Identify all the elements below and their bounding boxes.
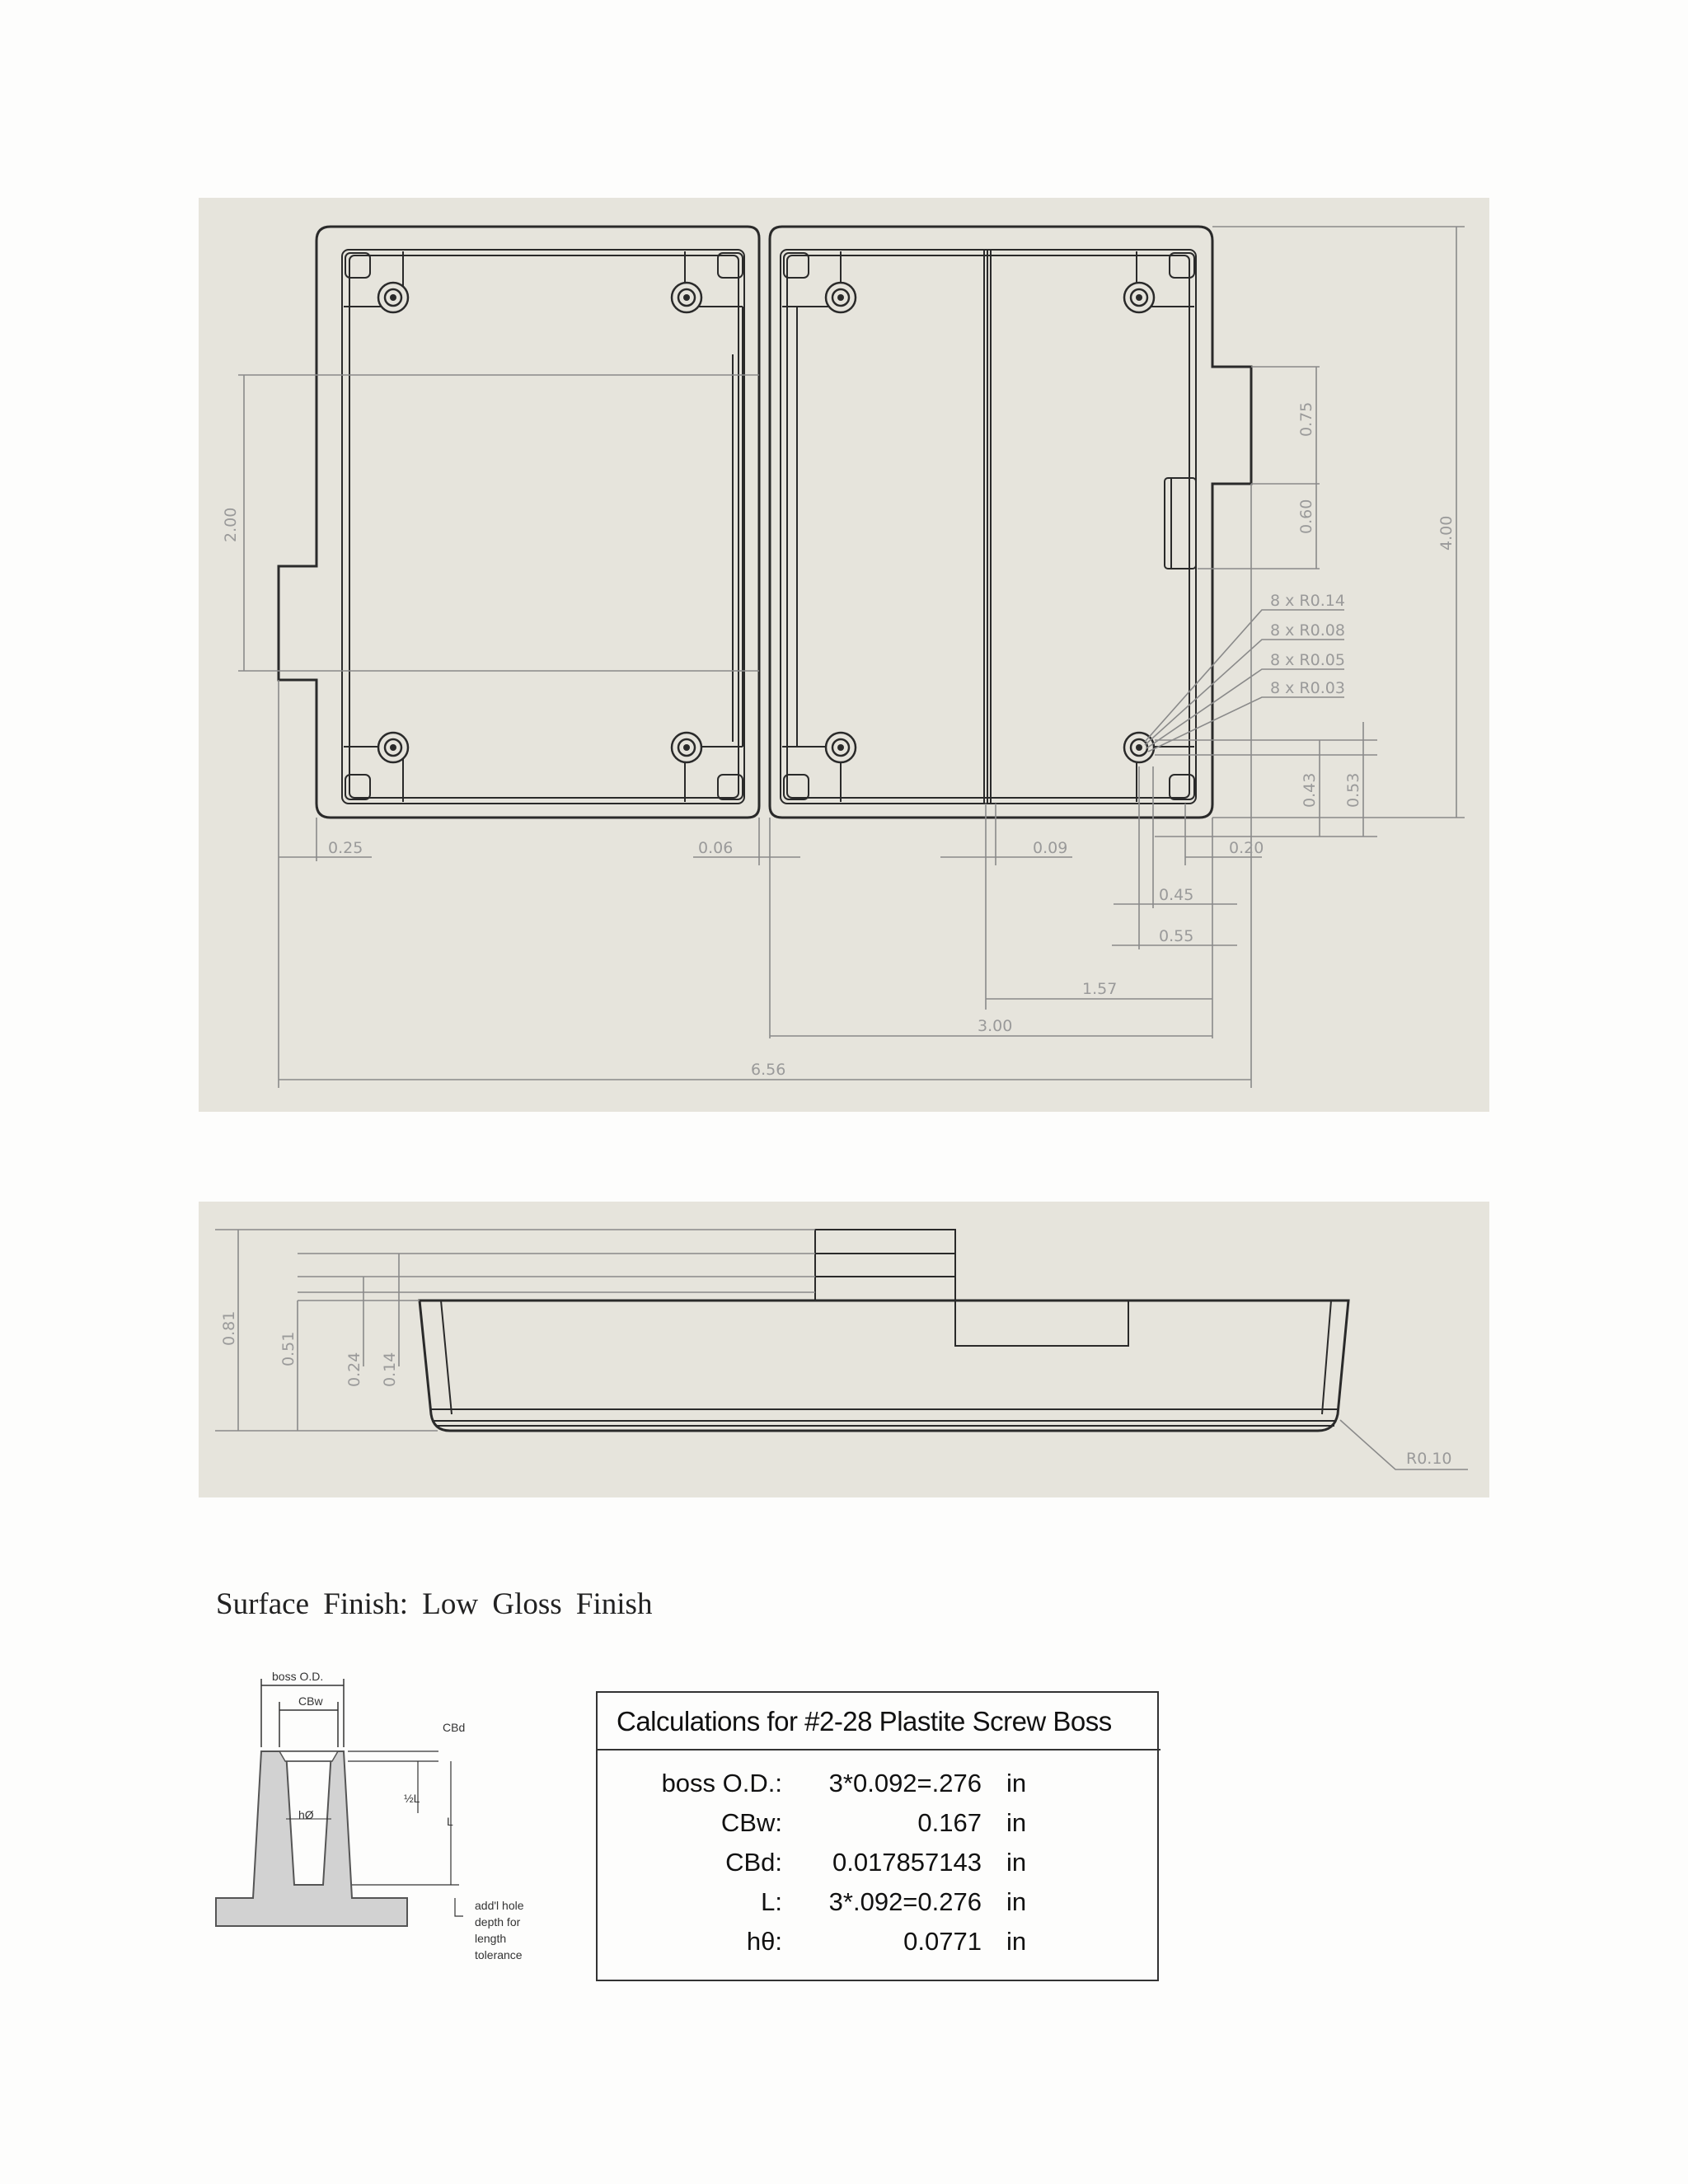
cbw-label: CBw	[298, 1694, 323, 1708]
dim-r014: 8 x R0.14	[1270, 592, 1345, 610]
dim-3-00: 3.00	[978, 1017, 1013, 1035]
dim-0-60: 0.60	[1297, 499, 1315, 534]
side-view-dimensions	[215, 1230, 1468, 1469]
screw-bosses	[378, 283, 1154, 762]
dim-0-24: 0.24	[345, 1352, 363, 1387]
dim-4-00: 4.00	[1437, 515, 1456, 551]
addl-hole-label-3: length	[475, 1932, 507, 1945]
dim-0-53: 0.53	[1344, 772, 1362, 808]
addl-hole-label-2: depth for	[475, 1915, 521, 1929]
calc-unit: in	[1006, 1808, 1027, 1837]
dim-0-43: 0.43	[1301, 772, 1319, 808]
calc-value: 0.017857143	[832, 1848, 982, 1877]
dim-6-56: 6.56	[751, 1061, 786, 1079]
calc-row-cbw	[598, 1803, 1157, 1843]
boss-od-label: boss O.D.	[272, 1670, 324, 1683]
cbd-label: CBd	[443, 1721, 466, 1734]
latch-tab	[1165, 478, 1196, 569]
addl-hole-label-1: add'l hole	[475, 1899, 524, 1912]
screw-boss-svg	[216, 1669, 562, 1982]
l-label: L	[447, 1815, 453, 1828]
dim-0-45: 0.45	[1159, 886, 1194, 904]
calc-label: boss O.D.:	[661, 1769, 782, 1797]
calc-value: 0.167	[917, 1808, 982, 1837]
calc-value: 0.0771	[903, 1927, 982, 1956]
left-half-outline	[279, 227, 759, 818]
side-body-outline	[420, 1301, 1348, 1431]
top-view-drawing	[199, 198, 1489, 1112]
calc-unit: in	[1006, 1769, 1027, 1797]
calc-label: L:	[761, 1887, 782, 1916]
dim-0-81: 0.81	[220, 1310, 238, 1346]
surface-finish-note: Surface Finish: Low Gloss Finish	[216, 1587, 653, 1621]
dim-0-75: 0.75	[1297, 401, 1315, 437]
dim-r005: 8 x R0.05	[1270, 651, 1345, 669]
dim-0-51: 0.51	[279, 1331, 298, 1366]
addl-hole-label-4: tolerance	[475, 1948, 523, 1961]
dim-0-55: 0.55	[1159, 927, 1194, 945]
calc-value: 3*0.092=.276	[828, 1769, 982, 1797]
left-half-inner-rim	[342, 250, 744, 804]
calc-row-l	[598, 1882, 1157, 1922]
side-view-svg	[199, 1202, 1489, 1497]
calc-unit: in	[1006, 1927, 1027, 1956]
half-l-label: ½L	[404, 1792, 420, 1805]
right-half-outline	[770, 227, 1251, 818]
calculations-title: Calculations for #2-28 Plastite Screw Boss	[598, 1693, 1160, 1750]
calc-label: CBd:	[725, 1848, 782, 1877]
top-view-dimensions	[222, 227, 1465, 1088]
hole-diameter-label: hØ	[298, 1808, 314, 1821]
screw-boss-diagram	[216, 1669, 562, 1982]
hinge-stack	[815, 1230, 955, 1301]
side-view-drawing	[199, 1202, 1489, 1497]
calc-label: CBw:	[720, 1808, 782, 1837]
calc-label: hθ:	[746, 1927, 782, 1956]
calc-row-cbd	[598, 1843, 1157, 1882]
dim-1-57: 1.57	[1082, 980, 1118, 998]
calc-row-boss-od	[598, 1764, 1157, 1803]
dim-0-09: 0.09	[1033, 839, 1068, 857]
latch-notch	[955, 1301, 1128, 1346]
dim-2-00: 2.00	[222, 507, 240, 542]
dim-0-06: 0.06	[698, 839, 734, 857]
dim-r003: 8 x R0.03	[1270, 679, 1345, 697]
dim-r010: R0.10	[1406, 1450, 1452, 1468]
calc-value: 3*.092=0.276	[828, 1887, 982, 1916]
top-view-svg	[199, 198, 1489, 1112]
calc-unit: in	[1006, 1887, 1027, 1916]
calc-unit: in	[1006, 1848, 1027, 1877]
dim-r008: 8 x R0.08	[1270, 621, 1345, 640]
dim-0-14: 0.14	[381, 1352, 399, 1387]
dim-0-25: 0.25	[328, 839, 363, 857]
calc-row-h-theta	[598, 1922, 1157, 1961]
calculations-table	[596, 1691, 1159, 1981]
dim-0-20: 0.20	[1229, 839, 1264, 857]
